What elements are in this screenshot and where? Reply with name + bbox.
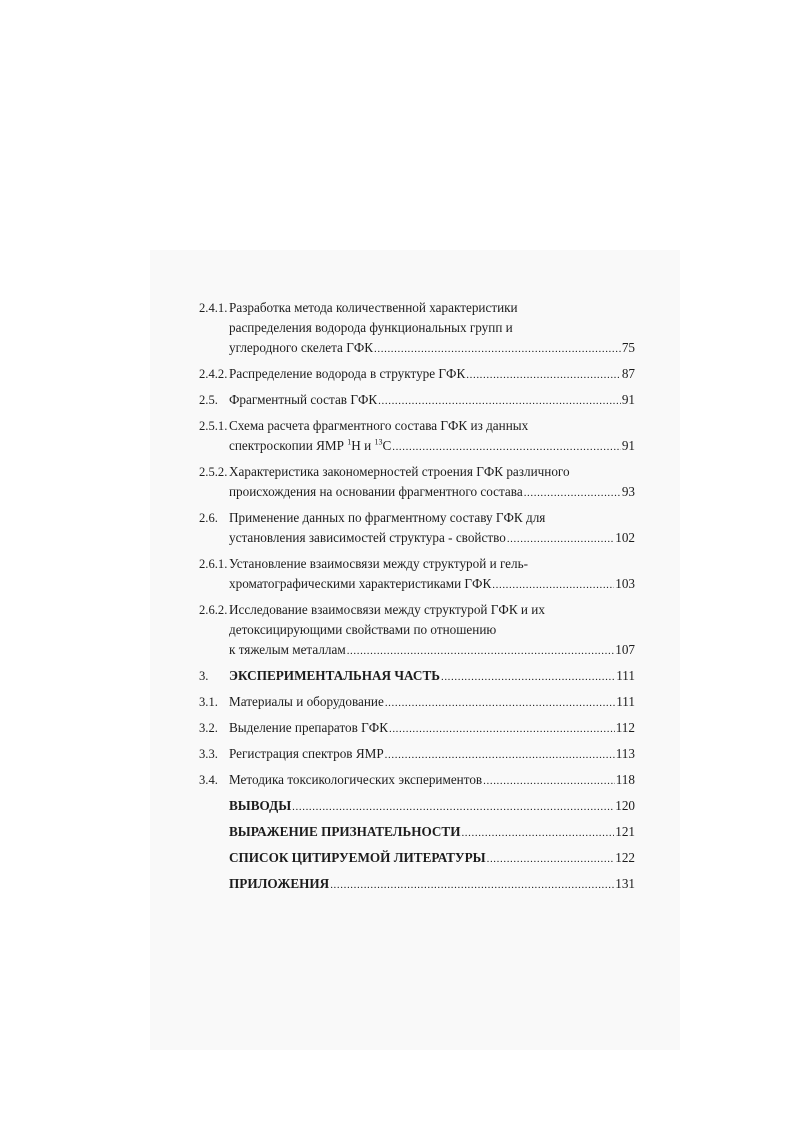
toc-page-number: 75 <box>621 340 635 355</box>
toc-page-number: 111 <box>616 694 635 709</box>
toc-entry-3[interactable] <box>199 666 635 686</box>
toc-title-line: Выделение препаратов ГФК <box>229 720 388 735</box>
toc-number: 2.4.1. <box>199 301 228 315</box>
toc-title-line: Распределение водорода в структуре ГФК <box>229 366 466 381</box>
toc-entry-3-4[interactable] <box>199 770 635 790</box>
toc-number: 2.6.2. <box>199 603 228 617</box>
toc-page-number: 102 <box>615 530 635 545</box>
toc-entry-2-5-1[interactable] <box>199 416 635 456</box>
toc-page-number: 91 <box>621 438 635 453</box>
toc-page-number: 112 <box>615 720 635 735</box>
dot-leader <box>374 339 621 359</box>
toc-number: 3.3. <box>199 747 218 761</box>
toc-title-line: Материалы и оборудование <box>229 694 384 709</box>
toc-entry-2-6[interactable] <box>199 508 635 548</box>
toc-title-line: ПРИЛОЖЕНИЯ <box>229 876 330 891</box>
toc-number: 3.2. <box>199 721 218 735</box>
toc-title-line: Регистрация спектров ЯМР <box>229 746 384 761</box>
dot-leader <box>487 849 615 869</box>
toc-number: 3.4. <box>199 773 218 787</box>
toc-title-line: Схема расчета фрагментного состава ГФК из данных <box>229 418 529 433</box>
toc-title-line: происхождения на основании фрагментного состава <box>229 484 523 499</box>
toc-entry-2-4-1[interactable] <box>199 298 635 358</box>
toc-page-number: 91 <box>621 392 635 407</box>
toc-title-line: СПИСОК ЦИТИРУЕМОЙ ЛИТЕРАТУРЫ <box>229 850 486 865</box>
toc-page-number: 120 <box>615 798 635 813</box>
dot-leader <box>292 797 614 817</box>
toc-entry-3-1[interactable] <box>199 692 635 712</box>
dot-leader <box>385 693 615 713</box>
dot-leader <box>385 745 615 765</box>
toc-page-number: 113 <box>615 746 635 761</box>
toc-title-line: Характеристика закономерностей строения ГФК различного <box>229 464 570 479</box>
toc-entry-2-5[interactable] <box>199 390 635 410</box>
dot-leader <box>441 667 615 687</box>
toc-page-number: 131 <box>615 876 635 891</box>
dot-leader <box>507 529 614 549</box>
table-of-contents <box>199 298 635 900</box>
toc-title-line: Разработка метода количественной характеристики <box>229 300 518 315</box>
toc-page-number: 107 <box>615 642 635 657</box>
toc-entry-acknowledgements[interactable] <box>199 822 635 842</box>
toc-title-line: ВЫВОДЫ <box>229 798 292 813</box>
toc-page-number: 111 <box>616 668 635 683</box>
toc-title-line: детоксицирующими свойствами по отношению <box>229 622 497 637</box>
toc-page-number: 121 <box>615 824 635 839</box>
toc-number: 2.5.2. <box>199 465 228 479</box>
toc-page-number: 122 <box>615 850 635 865</box>
toc-title-line: ВЫРАЖЕНИЕ ПРИЗНАТЕЛЬНОСТИ <box>229 824 461 839</box>
dot-leader <box>389 719 615 739</box>
dot-leader <box>392 437 621 457</box>
toc-entry-2-5-2[interactable] <box>199 462 635 502</box>
toc-entry-references[interactable] <box>199 848 635 868</box>
toc-title-line: Методика токсикологических экспериментов <box>229 772 483 787</box>
toc-entry-2-4-2[interactable] <box>199 364 635 384</box>
toc-number: 3. <box>199 669 209 683</box>
toc-title-line: хроматографическими характеристиками ГФК <box>229 576 492 591</box>
toc-entry-2-6-1[interactable] <box>199 554 635 594</box>
toc-title-line: установления зависимостей структура - свойство <box>229 530 506 545</box>
toc-number: 3.1. <box>199 695 218 709</box>
dot-leader <box>461 823 614 843</box>
toc-page-number: 118 <box>615 772 635 787</box>
dot-leader <box>378 391 621 411</box>
toc-entry-3-2[interactable] <box>199 718 635 738</box>
toc-title-line: ЭКСПЕРИМЕНТАЛЬНАЯ ЧАСТЬ <box>229 668 440 683</box>
toc-number: 2.6.1. <box>199 557 228 571</box>
superscript: 13 <box>374 437 383 447</box>
toc-title-line: к тяжелым металлам <box>229 642 346 657</box>
dot-leader <box>466 365 621 385</box>
toc-title-line: Применение данных по фрагментному составу ГФК для <box>229 510 546 525</box>
toc-title-line: спектроскопии ЯМР $^1$Н и $^{13}$С <box>229 437 392 453</box>
toc-entry-2-6-2[interactable] <box>199 600 635 660</box>
toc-number: 2.4.2. <box>199 367 228 381</box>
toc-entry-3-3[interactable] <box>199 744 635 764</box>
toc-page-number: 93 <box>621 484 635 499</box>
toc-number: 2.5. <box>199 393 218 407</box>
toc-number: 2.6. <box>199 511 218 525</box>
toc-page-number: 87 <box>621 366 635 381</box>
dot-leader <box>347 641 615 661</box>
toc-title-line: распределения водорода функциональных групп и <box>229 320 513 335</box>
dot-leader <box>492 575 614 595</box>
toc-page-number: 103 <box>615 576 635 591</box>
dot-leader <box>330 875 614 895</box>
superscript: 1 <box>347 437 352 447</box>
toc-entry-appendices[interactable] <box>199 874 635 894</box>
toc-entry-conclusions[interactable] <box>199 796 635 816</box>
dot-leader <box>483 771 615 791</box>
dot-leader <box>524 483 621 503</box>
toc-title-line: Установление взаимосвязи между структурой и гель- <box>229 556 529 571</box>
toc-title-line: Исследование взаимосвязи между структурой ГФК и их <box>229 602 545 617</box>
toc-title-line: углеродного скелета ГФК <box>229 340 374 355</box>
toc-number: 2.5.1. <box>199 419 228 433</box>
toc-title-line: Фрагментный состав ГФК <box>229 392 378 407</box>
